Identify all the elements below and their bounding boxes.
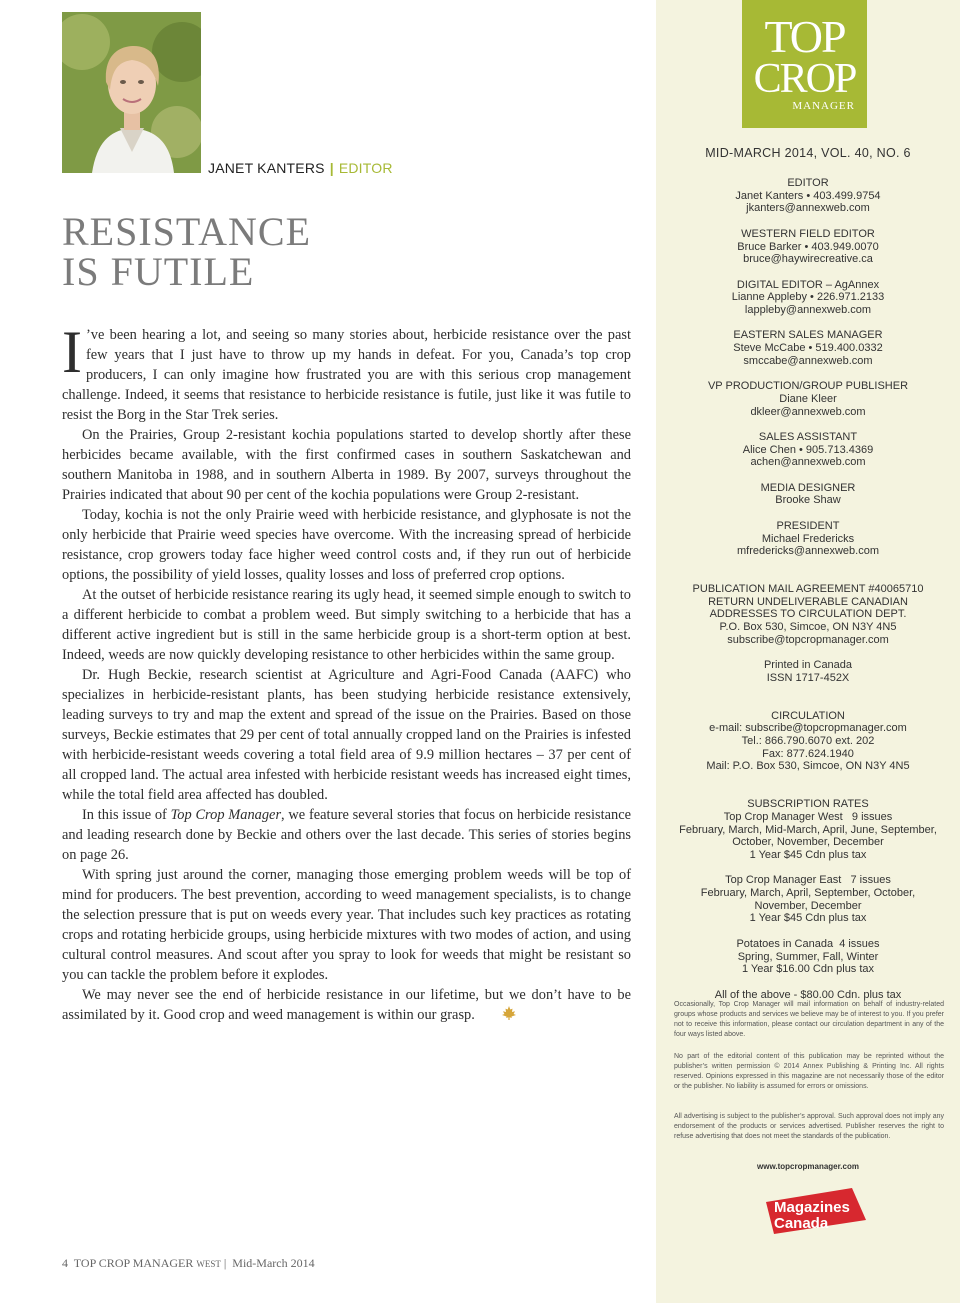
fineprint-advertising: All advertising is subject to the publisher’s approval. Such approval does not imply any endorsement of the products or services advertised. Publisher reserves the right to refuse advertising that does not meet the standards of the publication. — [674, 1113, 944, 1140]
article-body — [62, 319, 631, 1027]
drop-cap: I — [62, 319, 82, 385]
website-link[interactable]: www.topcropmanager.com — [757, 1162, 859, 1171]
article-paragraph: With spring just around the corner, managing those emerging problem weeds will be top of mind for producers. The best prevention, according to weed management specialists, is to change the selection pressure that is put on weeds every year. That includes such key practices as rotating crops and rotating herbicide groups, using herbicide mixtures with two modes of action, and using cultural control measures. And scout after you spray to look for weeds that might be resistant so you can tackle the problem before it explodes. — [62, 867, 631, 983]
subscription-potatoes: Potatoes in Canada 4 issues Spring, Summer, Fall, Winter 1 Year $16.00 Cdn plus tax — [736, 937, 880, 976]
footer-edition: WEST — [196, 1259, 221, 1269]
masthead-block: EASTERN SALES MANAGER Steve McCabe • 519.400.0332 smccabe@annexweb.com — [656, 329, 960, 367]
page-footer — [62, 1256, 315, 1271]
page-number: 4 — [62, 1256, 68, 1270]
article-paragraph: We may never see the end of herbicide resistance in our lifetime, but we don’t have to be assimilated by it. Good crop and weed management is within our grasp. — [62, 985, 631, 1027]
byline-name: JANET KANTERS — [208, 160, 325, 176]
masthead-block: VP PRODUCTION/GROUP PUBLISHER Diane Kleer dkleer@annexweb.com — [656, 380, 960, 418]
circulation-title: CIRCULATION — [771, 709, 845, 722]
headline — [62, 209, 312, 294]
subscription-all: All of the above - $80.00 Cdn. plus tax — [714, 988, 902, 1001]
article-paragraph: I ’ve been hearing a lot, and seeing so many stories about, herbicide resistance over the past few years that I just have to throw up my hands in defeat. For you, Canada’s top crop producers, I can only imagine how frustrated you are with this serious crop management challenge. Indeed, it seems that resistance to herbicide resistance is futile, just like it was futile to resist the Borg in the Star Trek series. — [62, 319, 631, 423]
byline-role: EDITOR — [338, 160, 393, 176]
magazines-canada-logo — [766, 1188, 866, 1234]
headline-line-1: RESISTANCE — [62, 209, 312, 254]
masthead-title: PRESIDENT — [776, 519, 840, 532]
byline-separator: | — [329, 160, 334, 176]
issue-info: MID-MARCH 2014, VOL. 40, NO. 6 — [705, 146, 911, 160]
byline — [208, 160, 393, 176]
masthead-title: EASTERN SALES MANAGER — [733, 329, 883, 342]
subscription-title: SUBSCRIPTION RATES — [747, 798, 869, 811]
headline-line-2: IS FUTILE — [62, 249, 255, 294]
fineprint-mailing: Occasionally, Top Crop Manager will mail information on behalf of industry-related groups whose products and services we believe may be of interest to you. If you prefer not to receive this information, please contact our circulation department in any of the four ways listed above. — [674, 1001, 944, 1038]
subscription-east: Top Crop Manager East 7 issues February, March, April, September, October, November, December 1 Year $45 Cdn plus tax — [700, 874, 916, 925]
article-paragraph: On the Prairies, Group 2-resistant kochia populations started to develop shortly after these herbicides became available, with the first confirmed cases in southern Saskatchewan and southern Manitoba in 1988, and in southern Alberta in 1989. By 2007, surveys throughout the Prairies indicated that about 90 per cent of the kochia populations were Group 2-resistant. — [62, 427, 631, 503]
masthead-block: PRESIDENT Michael Fredericks mfredericks@annexweb.com — [656, 520, 960, 558]
masthead-title: EDITOR — [787, 177, 829, 189]
article-paragraph: Dr. Hugh Beckie, research scientist at Agriculture and Agri-Food Canada (AAFC) who specializes in herbicide-resistant plants, has been studying herbicide resistance extensively, leading surveys to try and map the extent and spread of the issue on the Prairies. Based on those surveys, Beckie estimates that 29 per cent of total annually cropped land on the Prairies is infested with herbicide-resistant weeds covering a total field area of 9.9 million hectares – 37 per cent of all cropped land. The actual area infested with herbicide resistant weeds has increased eight times, while the total field area affected has doubled. — [62, 667, 631, 803]
magazine-title-italic: Top Crop Manager — [170, 807, 282, 823]
top-crop-manager-logo: TOP CROP MANAGER — [742, 0, 867, 128]
footer-publication: TOP CROP MANAGER — [73, 1256, 194, 1270]
printed-in: Printed in Canada ISSN 1717-452X — [763, 659, 853, 684]
article-paragraph: In this issue of Top Crop Manager, we feature several stories that focus on herbicide resistance and leading research done by Beckie and others over the last decade. This series of stories begins on page 26. — [62, 807, 631, 863]
publication-agreement: PUBLICATION MAIL AGREEMENT #40065710 RETURN UNDELIVERABLE CANADIAN ADDRESSES TO CIRCULATION DEPT. P.O. Box 530, Simcoe, ON N3Y 4N5 subscribe@topcropmanager.com — [692, 582, 924, 646]
magazines-canada-line-2: Canada — [774, 1215, 829, 1232]
maple-leaf-icon — [481, 1005, 517, 1027]
masthead-block: MEDIA DESIGNER Brooke Shaw — [656, 482, 960, 507]
subscription-rates: SUBSCRIPTION RATES Top Crop Manager West 9 issues February, March, Mid-March, April, June, September, October, November, December 1 Year $45 Cdn plus tax — [656, 798, 960, 862]
article-paragraph: At the outset of herbicide resistance rearing its ugly head, it seemed simple enough to switch to a different herbicide to combat a problem weed. But simply switching to a herbicide that has a different active ingredient but is still in the same herbicide group is a short-term option at best. Indeed, weeds are now quickly developing resistance to other herbicides within the same group. — [62, 587, 631, 663]
masthead-block: EDITOR Janet Kanters • 403.499.9754 jkanters@annexweb.com — [656, 177, 960, 215]
magazines-canada-line-1: Magazines — [774, 1199, 850, 1216]
masthead-title: WESTERN FIELD EDITOR — [741, 227, 875, 240]
masthead-title: DIGITAL EDITOR – AgAnnex — [736, 278, 880, 291]
article-paragraph: Today, kochia is not the only Prairie weed with herbicide resistance, and glyphosate is not the only herbicide that Prairie weed species have overcome. With the increasing spread of herbicide resistance, crop growers today face higher weed control costs and, if they run out of herbicide options, the possibility of yield losses, quality losses and loss of preferred crop options. — [62, 507, 631, 583]
masthead-sidebar — [656, 0, 960, 1303]
footer-date: Mid-March 2014 — [232, 1256, 315, 1270]
masthead-title: SALES ASSISTANT — [758, 430, 858, 443]
masthead-block: DIGITAL EDITOR – AgAnnex Lianne Appleby • 226.971.2133 lappleby@annexweb.com — [656, 279, 960, 317]
fineprint-copyright: No part of the editorial content of this publication may be reprinted without the publisher’s written permission © 2014 Annex Publishing & Printing Inc. All rights reserved. Opinions expressed in this magazine are not necessarily those of the editor or the publisher. No liability is assumed for errors or omissions. — [674, 1053, 944, 1090]
masthead-list — [656, 177, 960, 1014]
footer-separator: | — [223, 1256, 227, 1270]
masthead-title: VP PRODUCTION/GROUP PUBLISHER — [707, 380, 909, 393]
masthead-block: WESTERN FIELD EDITOR Bruce Barker • 403.949.0070 bruce@haywirecreative.ca — [656, 228, 960, 266]
editor-photo — [62, 12, 201, 173]
masthead-block: SALES ASSISTANT Alice Chen • 905.713.4369 achen@annexweb.com — [656, 431, 960, 469]
circulation-block: CIRCULATION e-mail: subscribe@topcropmanager.com Tel.: 866.790.6070 ext. 202 Fax: 877.624.1940 Mail: P.O. Box 530, Simcoe, ON N3Y 4N5 — [656, 710, 960, 774]
masthead-title: MEDIA DESIGNER — [760, 481, 856, 494]
